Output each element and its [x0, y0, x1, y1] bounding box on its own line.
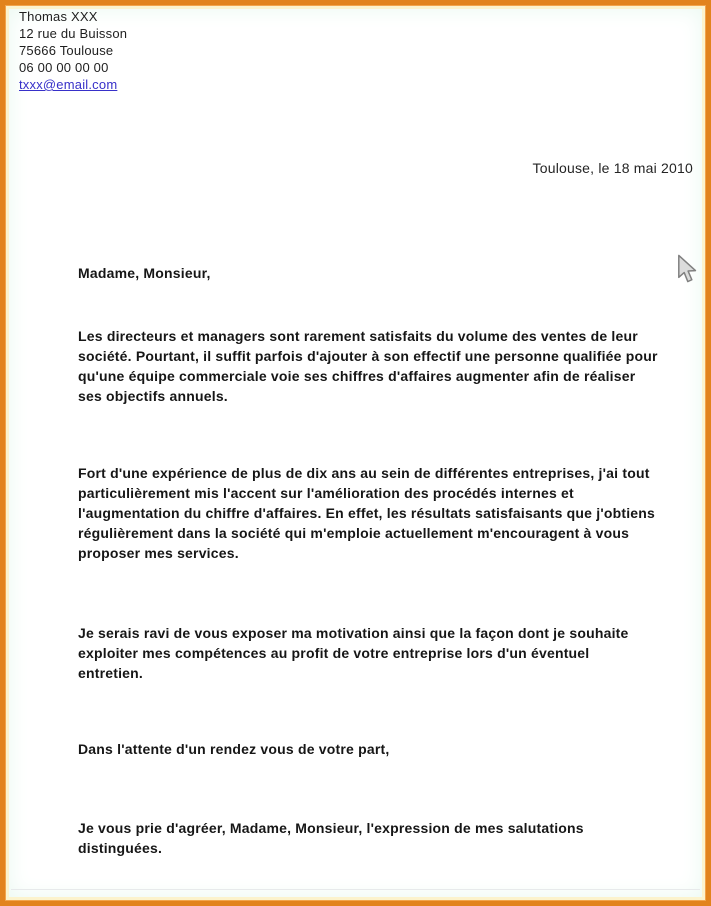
paragraph-intro: Les directeurs et managers sont rarement satisfaits du volume des ventes de leur société. Pourtant, il suffit parfois d'ajouter à son effectif une personne qualifiée pour qu'une équipe commerciale voie ses chiffres d'affaires augmenter afin de réaliser ses objectifs annuels.	[78, 328, 658, 404]
sender-phone: 06 00 00 00 00	[19, 60, 109, 75]
sender-email-link[interactable]: txxx@email.com	[19, 77, 118, 92]
sender-address-city: 75666 Toulouse	[19, 43, 114, 58]
sender-name: Thomas XXX	[19, 9, 98, 24]
page-bottom-seam	[11, 889, 700, 890]
sender-address-street: 12 rue du Buisson	[19, 26, 128, 41]
salutation: Madame, Monsieur,	[78, 265, 211, 281]
paragraph-experience: Fort d'une expérience de plus de dix ans au sein de différentes entreprises, j'ai tout particulièrement mis l'accent sur l'amélioration des procédés internes et l'augmentation du chiffre d'affaires. En effet, les résultats satisfaisants que j'obtiens régulièrement dans la société qui m'emploie actuellement m'encouragent à vous proposer mes services.	[78, 465, 656, 561]
date-line: Toulouse, le 18 mai 2010	[532, 160, 693, 176]
closing-formula: Je vous prie d'agréer, Madame, Monsieur, l'expression de mes salutations distinguées.	[78, 820, 584, 856]
mouse-cursor-icon	[677, 254, 698, 283]
paragraph-motivation: Je serais ravi de vous exposer ma motivation ainsi que la façon dont je souhaite exploiter mes compétences au profit de votre entreprise lors d'un éventuel entretien.	[78, 625, 629, 681]
closing-request: Dans l'attente d'un rendez vous de votre part,	[78, 741, 390, 757]
sender-block	[19, 8, 127, 93]
